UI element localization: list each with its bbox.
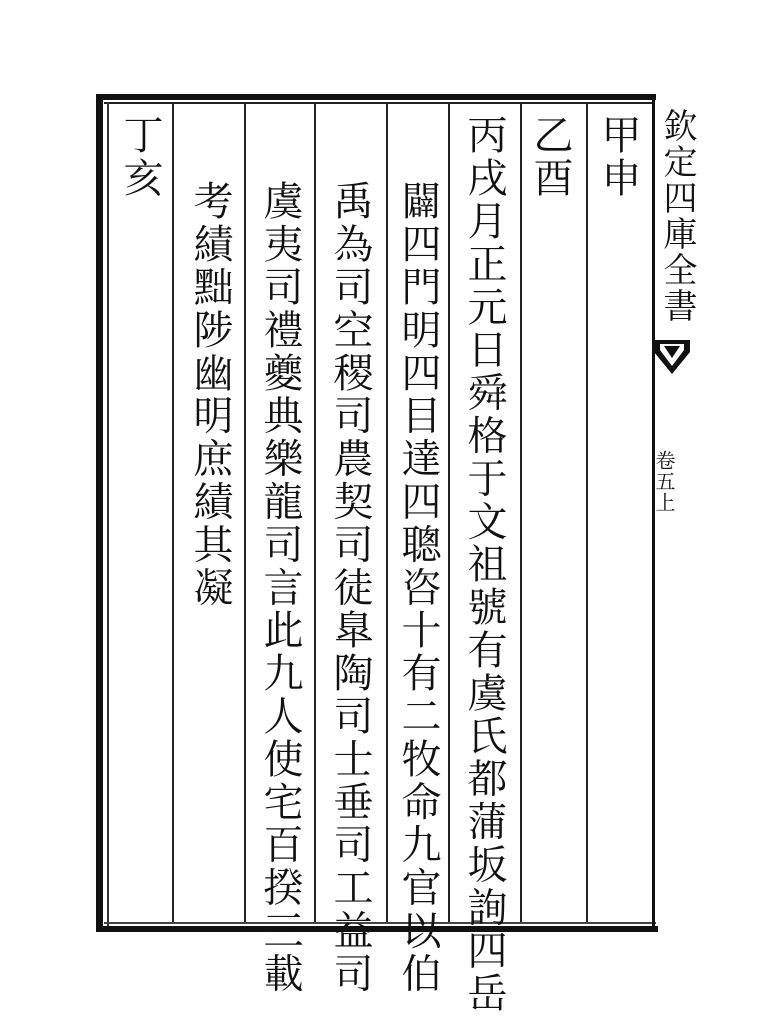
column-divider xyxy=(586,104,588,922)
text-column-8: 丁亥 xyxy=(117,114,163,200)
text-column-7: 考績黜陟幽明庶績其凝 xyxy=(187,180,233,609)
text-column-4: 闢四門明四目達四聰咨十有二牧命九官以伯 xyxy=(395,180,441,996)
text-column-5: 禹為司空稷司農契司徒臯陶司士垂司工益司 xyxy=(327,180,373,996)
text-column-2: 乙酉 xyxy=(527,114,573,200)
frame-top-inner-border xyxy=(104,102,654,104)
text-column-3: 丙戌月正元日舜格于文祖號有虞氏都蒲坂詢四岳 xyxy=(461,114,507,1015)
frame-left-inner-border xyxy=(107,102,109,928)
fishtail-mark-icon xyxy=(652,338,692,376)
volume-label: 卷五上 xyxy=(652,450,676,513)
book-title: 欽定四庫全書 xyxy=(657,108,697,324)
frame-bottom-inner-border xyxy=(104,922,656,924)
text-column-1: 甲申 xyxy=(595,114,641,200)
margin-rule xyxy=(652,94,655,932)
frame-bottom-border xyxy=(96,926,658,932)
column-divider xyxy=(386,104,388,922)
column-divider xyxy=(172,104,174,922)
column-divider xyxy=(448,104,450,922)
column-divider xyxy=(244,104,246,922)
column-divider xyxy=(520,104,522,922)
column-divider xyxy=(314,104,316,922)
frame-left-border xyxy=(96,94,103,932)
text-column-6: 虞夷司禮夔典樂龍司言此九人使宅百揆三載 xyxy=(257,180,303,996)
frame-top-border xyxy=(96,94,656,100)
